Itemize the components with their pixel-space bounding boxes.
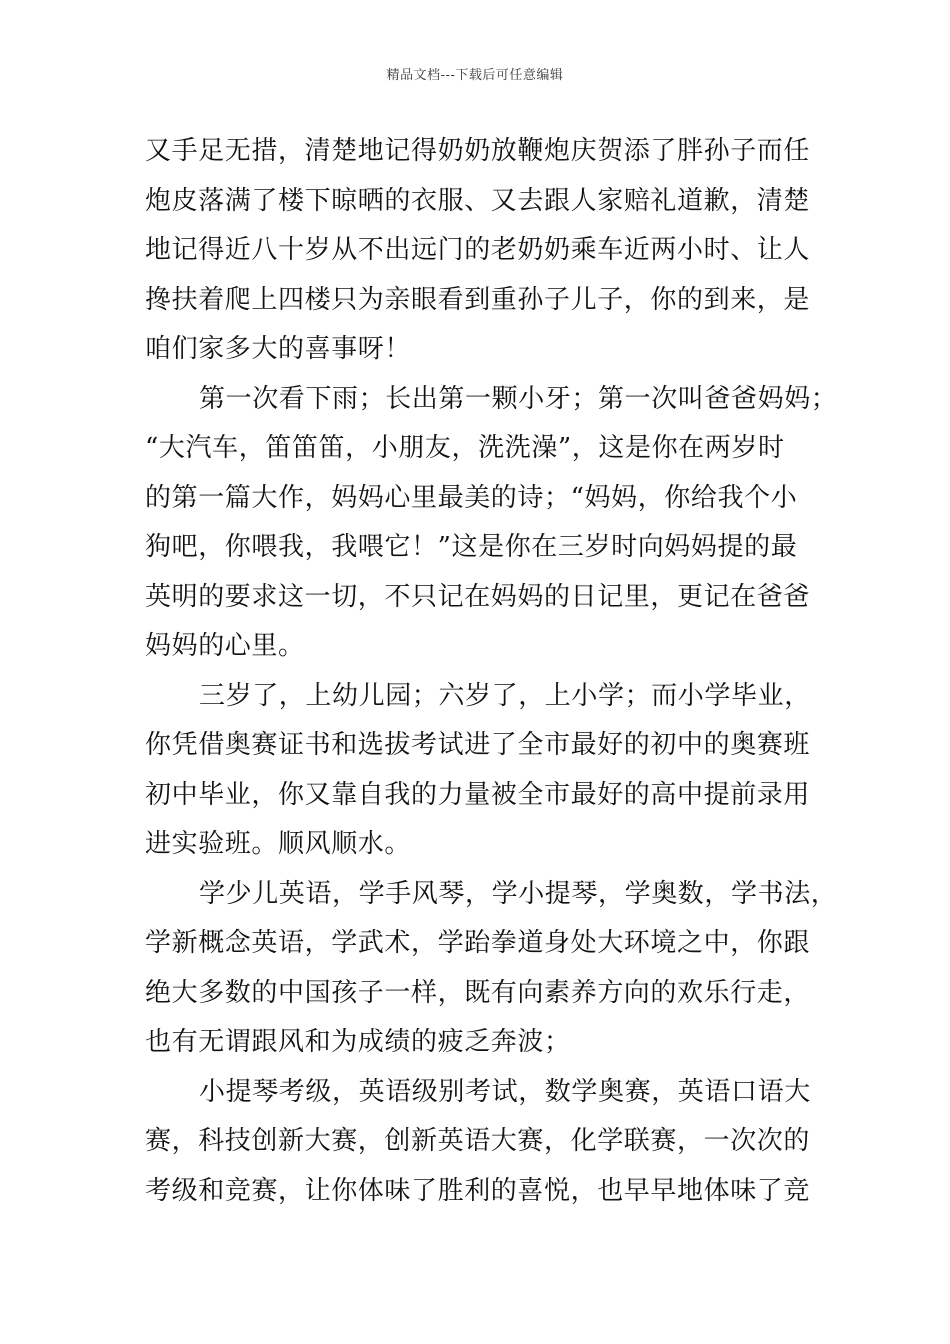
page-header: 精品文档---下载后可任意编辑: [386, 68, 564, 83]
text-line: 炮皮落满了楼下晾晒的衣服、又去跟人家赔礼道歉，清楚: [145, 185, 811, 216]
text-line: 妈妈的心里。: [145, 631, 305, 661]
text-line: 咱们家多大的喜事呀！: [145, 334, 412, 364]
paragraph-start-line: 第一次看下雨；长出第一颗小牙；第一次叫爸爸妈妈；: [199, 383, 838, 414]
text-line: 学新概念英语，学武术，学跆拳道身处大环境之中，你跟: [145, 928, 811, 958]
text-line: 英明的要求这一切，不只记在妈妈的日记里，更记在爸爸: [145, 581, 811, 612]
text-line: 绝大多数的中国孩子一样，既有向素养方向的欢乐行走，: [145, 977, 811, 1008]
text-line: 考级和竞赛，让你体味了胜利的喜悦，也早早地体味了竞: [145, 1175, 811, 1206]
text-line: 赛，科技创新大赛，创新英语大赛，化学联赛，一次次的: [145, 1126, 811, 1156]
paragraph-start-line: 小提琴考级，英语级别考试，数学奥赛，英语口语大: [199, 1076, 811, 1107]
paragraph-start-line: 三岁了，上幼儿园；六岁了，上小学；而小学毕业，: [199, 680, 811, 711]
text-line: 进实验班。顺风顺水。: [145, 829, 412, 859]
text-line: 你凭借奥赛证书和选拔考试进了全市最好的初中的奥赛班: [145, 730, 811, 760]
text-line: 的第一篇大作，妈妈心里最美的诗；“妈妈，你给我个小: [145, 482, 798, 513]
text-line: 初中毕业，你又靠自我的力量被全市最好的高中提前录用: [145, 779, 811, 810]
text-line: 地记得近八十岁从不出远门的老奶奶乘车近两小时、让人: [145, 235, 811, 265]
text-line: 搀扶着爬上四楼只为亲眼看到重孙子儿子，你的到来，是: [145, 284, 811, 315]
paragraph-start-line: 学少儿英语，学手风琴，学小提琴，学奥数，学书法，: [199, 878, 838, 909]
text-line: “大汽车，笛笛笛，小朋友，洗洗澡”，这是你在两岁时: [145, 433, 785, 463]
text-line: 也有无谓跟风和为成绩的疲乏奔波；: [145, 1027, 571, 1057]
text-line: 狗吧，你喂我，我喂它！”这是你在三岁时向妈妈提的最: [145, 532, 798, 562]
body-text: [145, 127, 838, 1216]
text-line: 又手足无措，清楚地记得奶奶放鞭炮庆贺添了胖孙子而任: [145, 136, 811, 166]
